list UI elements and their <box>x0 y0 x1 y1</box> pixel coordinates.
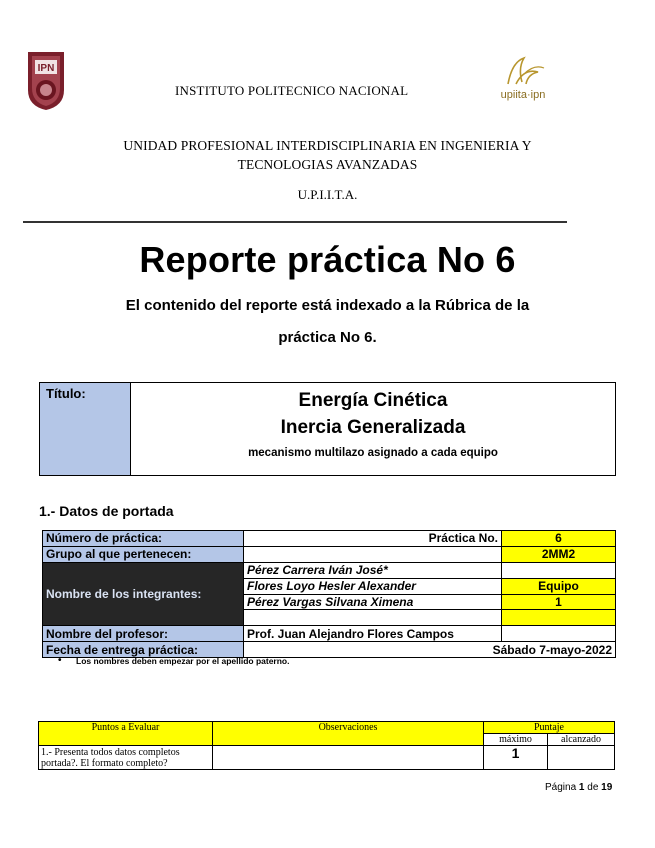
due-date-label: Fecha de entrega práctica: <box>43 642 244 658</box>
report-subtitle <box>90 290 565 354</box>
title-content <box>131 383 615 475</box>
member-name: Pérez Vargas Silvana Ximena <box>244 594 502 610</box>
professor-value: Prof. Juan Alejandro Flores Campos <box>244 626 502 642</box>
table-row <box>43 546 616 562</box>
rubric-table <box>38 721 615 770</box>
col-observations-header: Observaciones <box>213 722 484 746</box>
due-date-value: Sábado 7-mayo-2022 <box>244 642 616 658</box>
ipn-logo <box>24 50 68 112</box>
empty-cell <box>502 562 616 578</box>
practice-number-label: Número de práctica: <box>43 531 244 547</box>
page-number <box>545 782 612 793</box>
group-label: Grupo al que pertenecen: <box>43 546 244 562</box>
institute-name: INSTITUTO POLITECNICO NACIONAL <box>175 83 409 98</box>
subtitle-line1: El contenido del reporte está indexado a la Rúbrica de la <box>125 297 530 314</box>
table-row <box>39 722 615 734</box>
title-line3: mecanismo multilazo asignado a cada equipo <box>248 447 498 459</box>
title-line2: Inercia Generalizada <box>280 417 466 438</box>
member-name: Flores Loyo Hesler Alexander <box>244 578 502 594</box>
member-name: Pérez Carrera Iván José* <box>244 562 502 578</box>
page-of: de <box>587 782 599 793</box>
empty-cell <box>502 610 616 626</box>
table-row <box>43 562 616 578</box>
header-divider <box>23 221 567 223</box>
names-note-text: Los nombres deben empezar por el apellido paterno. <box>76 656 290 666</box>
col-score-header: Puntaje <box>484 722 615 734</box>
unit-name <box>40 136 615 174</box>
rubric-max-value: 1 <box>484 746 548 770</box>
group-value: 2MM2 <box>502 546 616 562</box>
unit-name-line1: UNIDAD PROFESIONAL INTERDISCIPLINARIA EN INGENIERIA Y <box>123 138 532 153</box>
unit-name-line2: TECNOLOGIAS AVANZADAS <box>237 157 418 172</box>
page-label: Página <box>545 782 577 793</box>
svg-text:IPN: IPN <box>37 63 55 74</box>
table-row <box>43 531 616 547</box>
title-box <box>39 382 616 476</box>
section-title: 1.- Datos de portada <box>39 503 174 519</box>
practice-no-value: 6 <box>502 531 616 547</box>
empty-cell <box>502 626 616 642</box>
col-max-header: máximo <box>484 734 548 746</box>
rubric-reached-value <box>548 746 615 770</box>
cover-data-table <box>42 530 616 658</box>
rubric-item: 1.- Presenta todos datos completos portada?. El formato completo? <box>39 746 213 770</box>
page-current: 1 <box>578 782 585 793</box>
upiita-logo <box>494 54 552 104</box>
table-row <box>43 626 616 642</box>
team-value: 1 <box>502 594 616 610</box>
title-line1: Energía Cinética <box>298 390 448 411</box>
empty-cell <box>244 610 502 626</box>
col-reached-header: alcanzado <box>548 734 615 746</box>
subtitle-line2: práctica No 6. <box>278 329 377 346</box>
page-total: 19 <box>601 782 613 793</box>
title-label: Título: <box>40 383 131 475</box>
rubric-observation <box>213 746 484 770</box>
svg-text:upiita·ipn: upiita·ipn <box>500 89 546 101</box>
report-title: Reporte práctica No 6 <box>139 239 516 280</box>
members-label: Nombre de los integrantes: <box>43 562 244 626</box>
names-note <box>62 656 290 666</box>
empty-cell <box>244 546 502 562</box>
unit-abbreviation: U.P.I.I.T.A. <box>297 187 358 202</box>
team-label: Equipo <box>502 578 616 594</box>
professor-label: Nombre del profesor: <box>43 626 244 642</box>
col-points-header: Puntos a Evaluar <box>39 722 213 746</box>
practice-no-label: Práctica No. <box>244 531 502 547</box>
table-row <box>39 746 615 770</box>
